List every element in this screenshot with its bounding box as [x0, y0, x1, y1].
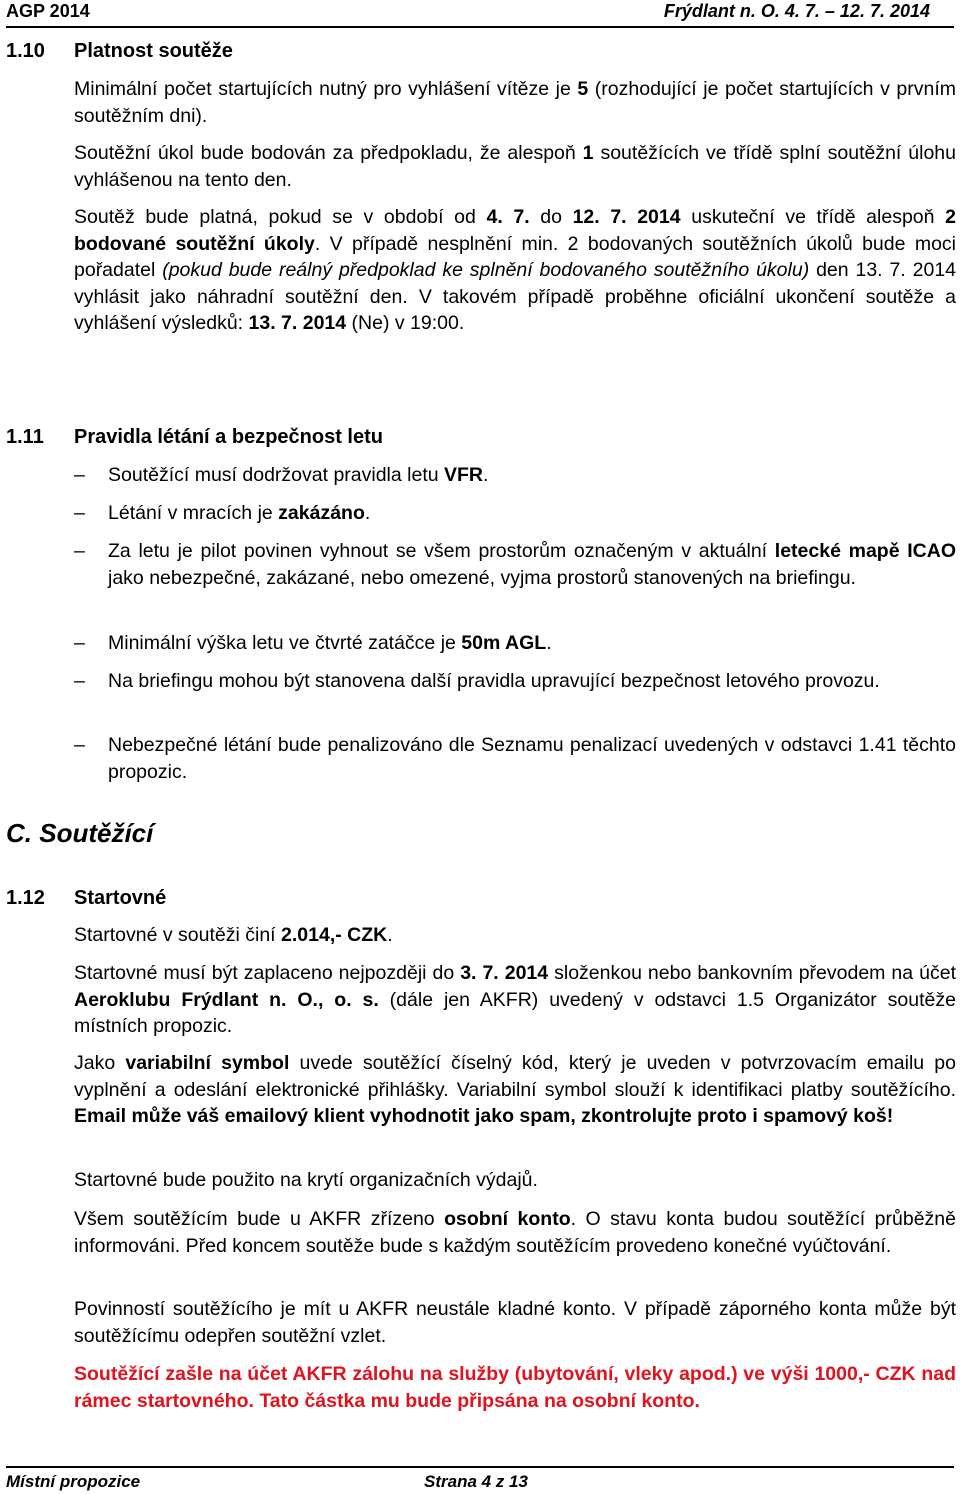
paragraph	[74, 960, 956, 1040]
text-run: (dále jen AKFR) uvedený v odstavci 1.5 Organizátor soutěže místních propozic.	[74, 988, 956, 1037]
heading-number: 1.12	[6, 887, 45, 909]
bold-text: 12. 7. 2014	[572, 206, 681, 228]
heading-1-12	[6, 885, 906, 911]
text-run: .	[364, 502, 371, 524]
bold-text: 1	[582, 142, 594, 164]
text-run: Startovné v soutěži činí	[74, 924, 282, 946]
text-run: . V případě nesplnění min. 2 bodovaných soutěžních úkolů bude moci pořadatel	[74, 232, 956, 281]
dash-bullet: –	[74, 502, 85, 524]
section-c-heading: C. Soutěžící	[6, 818, 154, 848]
heading-number: 1.10	[6, 40, 45, 62]
bold-text: 3. 7. 2014	[460, 962, 549, 984]
text-run: . O stavu konta budou soutěžící průběžně informováni. Před koncem soutěže bude s každým soutěžícím provedeno konečné vyúčtování.	[74, 1208, 956, 1257]
bullet-text	[108, 462, 956, 489]
bullet-text	[108, 500, 956, 527]
text-run: soutěžících ve třídě splní soutěžní úlohu vyhlášenou na tento den.	[74, 142, 956, 191]
text-run: (rozhodující je počet startujících v prvním soutěžním dni).	[74, 78, 956, 127]
paragraph-notice	[74, 1361, 956, 1414]
paragraph	[74, 1167, 956, 1194]
text-run: do	[529, 206, 573, 228]
text-run: Startovné bude použito na krytí organizačních výdajů.	[74, 1169, 538, 1191]
paragraph	[74, 1050, 956, 1130]
bullet-text	[108, 668, 956, 695]
paragraph	[74, 76, 956, 129]
text-run: Za letu je pilot povinen vyhnout se všem prostorům označeným v aktuální	[108, 540, 775, 562]
text-run: Minimální počet startujících nutný pro vyhlášení vítěze je	[74, 78, 578, 100]
page-header	[6, 0, 954, 28]
footer-left: Místní propozice	[6, 1472, 141, 1491]
italic-text: (pokud bude reálný předpoklad ke splnění bodovaného soutěžního úkolu)	[162, 259, 810, 281]
bold-text: 2.014,- CZK	[281, 924, 388, 946]
bold-text: Aeroklubu Frýdlant n. O., o. s.	[74, 988, 379, 1011]
bold-text: Email může váš emailový klient vyhodnotit jako spam, zkontrolujte proto i spamový koš!	[74, 1105, 894, 1127]
bullet-text	[108, 538, 956, 591]
paragraph	[74, 204, 956, 337]
bold-text: zakázáno	[278, 502, 365, 524]
bullet-text	[108, 732, 956, 785]
heading-1-10	[6, 38, 906, 64]
paragraph	[74, 1296, 956, 1349]
paragraph	[74, 140, 956, 193]
bullet-item	[74, 732, 956, 785]
text-run: Nebezpečné létání bude penalizováno dle Seznamu penalizací uvedených v odstavci 1.41 těchto propozic.	[108, 734, 956, 783]
text-run: uvede soutěžící číselný kód, který je uveden v potvrzovacím emailu po vyplnění a odeslání elektronické přihlášky. Variabilní symbol slouží k identifikaci platby soutěžícího.	[74, 1052, 956, 1101]
bold-text: 50m AGL	[461, 632, 547, 654]
bold-text: letecké mapě ICAO	[774, 540, 956, 562]
dash-bullet: –	[74, 734, 85, 756]
text-run: Soutěž bude platná, pokud se v období od	[74, 206, 487, 228]
dash-bullet: –	[74, 670, 85, 692]
text-run: Minimální výška letu ve čtvrté zatáčce je	[108, 632, 462, 654]
text-run: Jako	[74, 1052, 126, 1074]
paragraph	[74, 922, 956, 949]
heading-number: 1.11	[6, 426, 44, 448]
bold-text: 2 bodované soutěžní úkoly	[74, 206, 956, 255]
page-number: Strana 4 z 13	[424, 1472, 528, 1491]
heading-title: Startovné	[74, 887, 167, 909]
heading-title: Platnost soutěže	[74, 40, 233, 62]
text-run: Na briefingu mohou být stanovena další pravidla upravující bezpečnost letového provozu.	[108, 670, 880, 692]
text-run: Povinností soutěžícího je mít u AKFR neustále kladné konto. V případě záporného konta může být soutěžícímu odepřen soutěžní vzlet.	[74, 1298, 956, 1347]
dash-bullet: –	[74, 540, 85, 562]
page-footer	[6, 1466, 954, 1494]
text-run: den 13. 7. 2014 vyhlásit jako náhradní soutěžní den. V takovém případě proběhne oficiální ukončení soutěže a vyhlášení výsledků:	[74, 259, 957, 334]
bullet-item	[74, 500, 956, 527]
paragraph	[74, 1206, 956, 1259]
header-left: AGP 2014	[6, 1, 90, 21]
bold-text: 4. 7.	[486, 206, 530, 228]
bullet-item	[74, 630, 956, 657]
text-run: (Ne) v 19:00.	[346, 312, 465, 334]
bullet-text	[108, 630, 956, 657]
bold-text: variabilní symbol	[125, 1052, 290, 1074]
text-run: složenkou nebo bankovním převodem na účet	[548, 962, 956, 984]
bullet-item	[74, 462, 956, 489]
heading-1-11	[6, 424, 906, 450]
text-run: Všem soutěžícím bude u AKFR zřízeno	[74, 1208, 445, 1230]
text-run: Soutěžní úkol bude bodován za předpokladu, že alespoň	[74, 142, 583, 164]
bullet-item	[74, 538, 956, 591]
dash-bullet: –	[74, 632, 85, 654]
bold-text: VFR	[444, 464, 484, 486]
text-run: Létání v mracích je	[108, 502, 279, 524]
bullet-item	[74, 668, 956, 695]
bold-text: 13. 7. 2014	[248, 312, 347, 334]
text-run: .	[387, 924, 393, 946]
bold-text: osobní konto	[444, 1208, 571, 1230]
text-run: Soutěžící musí dodržovat pravidla letu	[108, 464, 445, 486]
text-run: .	[483, 464, 489, 486]
text-run: uskuteční ve třídě alespoň	[680, 206, 946, 228]
dash-bullet: –	[74, 464, 85, 486]
text-run: .	[546, 632, 552, 654]
bold-text: 5	[577, 78, 589, 100]
text-run: jako nebezpečné, zakázané, nebo omezené, vyjma prostorů stanovených na briefingu.	[108, 566, 856, 589]
highlight-text: Soutěžící zašle na účet AKFR zálohu na služby (ubytování, vleky apod.) ve výši 1000,- CZK nad rámec startovného. Tato částka mu bude připsána na osobní konto.	[74, 1363, 956, 1412]
heading-title: Pravidla létání a bezpečnost letu	[74, 426, 383, 448]
text-run: Startovné musí být zaplaceno nejpozději do	[74, 962, 461, 984]
header-right: Frýdlant n. O. 4. 7. – 12. 7. 2014	[663, 1, 930, 21]
